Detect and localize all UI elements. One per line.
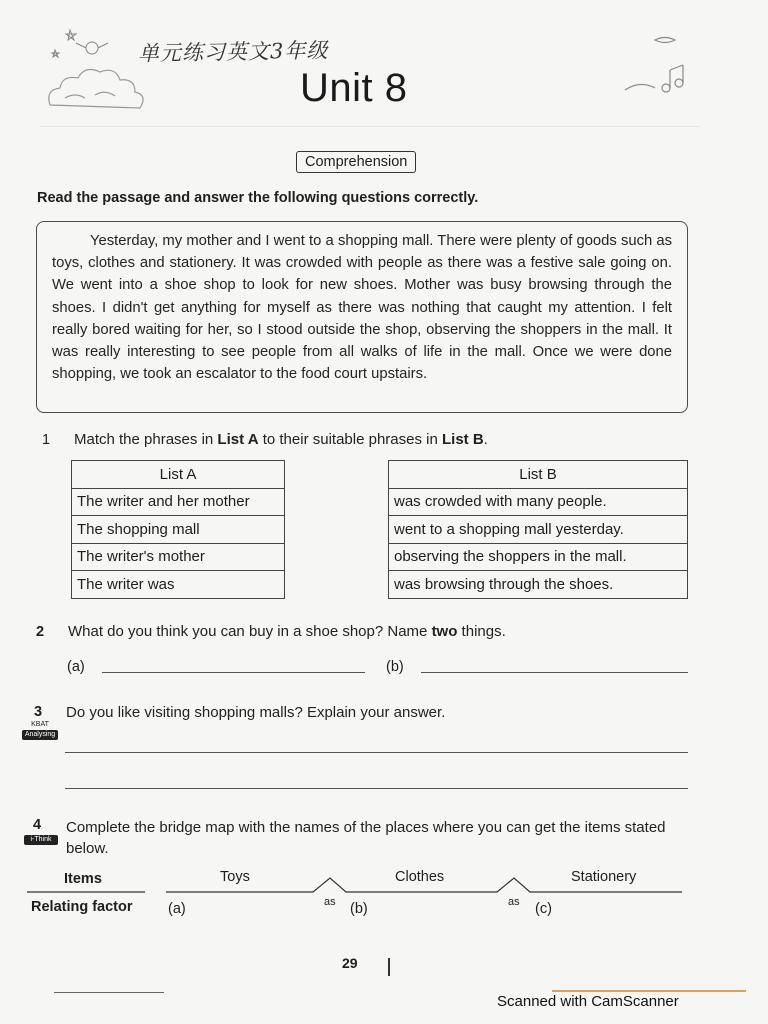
page-marker (388, 958, 390, 976)
bridge-answer-a[interactable]: (a) (168, 901, 186, 917)
answer-label-a: (a) (67, 659, 85, 675)
bridge-connector-1: as (324, 896, 336, 908)
bridge-connector-2: as (508, 896, 520, 908)
list-b-item[interactable]: observing the shoppers in the mall. (389, 543, 688, 571)
instruction-text: Read the passage and answer the following questions correctly. (37, 190, 479, 206)
kbat-tag-label: KBAT (31, 721, 49, 728)
question-4-text: Complete the bridge map with the names of the places where you can get the items stated below. (66, 819, 666, 857)
list-b-item[interactable]: went to a shopping mall yesterday. (389, 516, 688, 544)
section-label: Comprehension (296, 151, 416, 173)
question-3-number: 3 (34, 704, 43, 720)
question-2-text: What do you think you can buy in a shoe shop? Name two things. (68, 623, 506, 640)
question-4-number: 4 (33, 817, 42, 833)
unit-title: Unit 8 (300, 66, 408, 110)
handwritten-note: 单元练习英文3年级 (137, 38, 329, 66)
camscanner-watermark: Scanned with CamScanner (497, 993, 679, 1010)
footer-line-right (552, 990, 746, 992)
question-1-number: 1 (42, 432, 51, 448)
i-think-tag-icon: i-Think (24, 835, 58, 845)
list-b-item[interactable]: was crowded with many people. (389, 488, 688, 516)
list-a-item[interactable]: The writer's mother (72, 543, 285, 571)
bridge-item-stationery: Stationery (571, 869, 637, 885)
list-b-item[interactable]: was browsing through the shoes. (389, 571, 688, 599)
analysing-tag-icon: Analysing (22, 730, 58, 740)
list-a-item[interactable]: The shopping mall (72, 516, 285, 544)
page-number: 29 (342, 955, 358, 971)
list-a-item[interactable]: The writer was (72, 571, 285, 599)
bridge-answer-c[interactable]: (c) (535, 901, 552, 917)
answer-label-b: (b) (386, 659, 404, 675)
passage-text: Yesterday, my mother and I went to a shopping mall. There were plenty of goods such as toys, clothes and stationery. It was crowded with people as there was a festive sale going on. We went into a shoe shop to look for new shoes. Mother was busy browsing through the shoes. I didn't get anything for myself as there was nothing that caught my attention. I felt really bored waiting for her, so I stood outside the shop, observing the shoppers in the mall. It was really interesting to see people from all walks of life in the mall. Once we were done shopping, we took an escalator to the food court upstairs. (52, 233, 672, 383)
list-b-header: List B (389, 461, 688, 489)
question-3-text: Do you like visiting shopping malls? Explain your answer. (66, 704, 446, 721)
bridge-item-clothes: Clothes (395, 869, 445, 885)
question-2-number: 2 (36, 624, 45, 640)
bridge-row2-label: Relating factor (31, 899, 133, 915)
bridge-item-toys: Toys (220, 869, 250, 885)
list-a-header: List A (72, 461, 285, 489)
footer-line-left (54, 992, 164, 993)
bridge-row1-label: Items (64, 871, 102, 887)
question-1-text: Match the phrases in List A to their suitable phrases in List B. (74, 431, 488, 448)
bridge-answer-b[interactable]: (b) (350, 901, 368, 917)
list-a-item[interactable]: The writer and her mother (72, 488, 285, 516)
